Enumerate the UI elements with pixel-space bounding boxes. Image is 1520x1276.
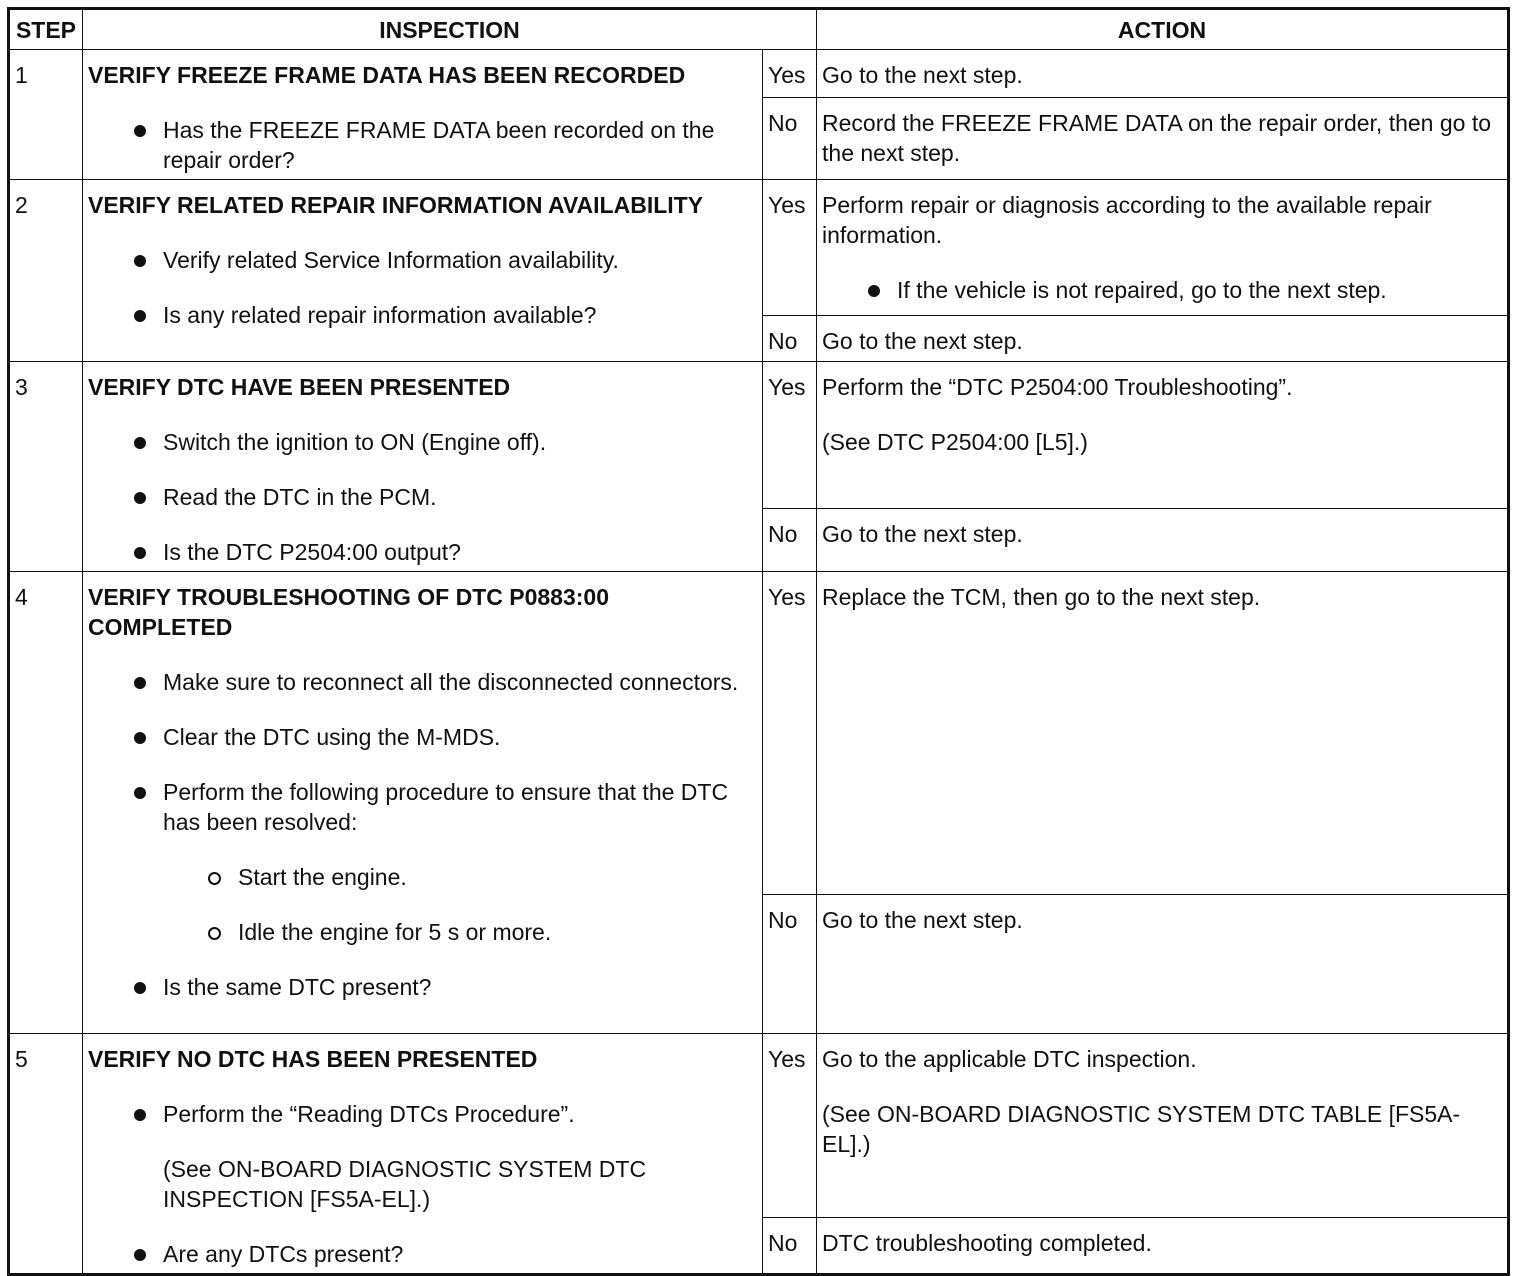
yes-label: Yes (763, 1034, 817, 1218)
inspection-bullet: Perform the “Reading DTCs Procedure”. (88, 1099, 757, 1129)
inspection-bullet: Switch the ignition to ON (Engine off). (88, 427, 757, 457)
yes-action: Go to the next step. (822, 62, 1023, 88)
yes-action-cell (817, 180, 1509, 316)
step-title: VERIFY NO DTC HAS BEEN PRESENTED (88, 1046, 538, 1072)
yes-label: Yes (763, 572, 817, 895)
step-5-yes-row (9, 1034, 1509, 1218)
yes-action-cell (817, 50, 1509, 98)
inspection-cell (83, 572, 763, 1034)
inspection-bullet: Are any DTCs present? (88, 1239, 757, 1269)
yes-action-cell (817, 572, 1509, 895)
no-action: Record the FREEZE FRAME DATA on the repair order, then go to the next step. (822, 109, 1492, 166)
inspection-note: (See ON-BOARD DIAGNOSTIC SYSTEM DTC INSPECTION [FS5A-EL].) (163, 1156, 647, 1212)
no-label: No (763, 1217, 817, 1274)
yes-action-cell (817, 1034, 1509, 1218)
step-number: 3 (9, 362, 83, 572)
yes-label: Yes (763, 180, 817, 316)
step-title: VERIFY DTC HAVE BEEN PRESENTED (88, 374, 511, 400)
yes-action: Replace the TCM, then go to the next step. (822, 584, 1261, 610)
action-bullet: If the vehicle is not repaired, go to the next step. (822, 275, 1502, 305)
step-number: 1 (9, 50, 83, 180)
inspection-bullet: Make sure to reconnect all the disconnected connectors. (88, 667, 757, 697)
step-2-yes-row (9, 180, 1509, 316)
step-title: VERIFY RELATED REPAIR INFORMATION AVAILABILITY (88, 192, 704, 218)
no-action-cell (817, 97, 1509, 179)
inspection-bullet: Has the FREEZE FRAME DATA been recorded on the repair order? (88, 115, 757, 175)
inspection-bullet: Read the DTC in the PCM. (88, 482, 757, 512)
no-action: Go to the next step. (822, 328, 1023, 354)
yes-label: Yes (763, 362, 817, 509)
inspection-bullet: Is any related repair information available? (88, 300, 757, 330)
action-note: (See ON-BOARD DIAGNOSTIC SYSTEM DTC TABLE [FS5A-EL].) (822, 1101, 1461, 1157)
yes-action: Perform repair or diagnosis according to the available repair information. (822, 192, 1432, 248)
inspection-cell (83, 180, 763, 362)
inspection-bullet: Clear the DTC using the M-MDS. (88, 722, 757, 752)
step-title: VERIFY FREEZE FRAME DATA HAS BEEN RECORDED (88, 62, 686, 88)
yes-action-cell (817, 362, 1509, 509)
yes-label: Yes (763, 50, 817, 98)
inspection-sub-bullet: Idle the engine for 5 s or more. (88, 917, 757, 947)
inspection-bullet: Is the DTC P2504:00 output? (88, 537, 757, 567)
diagnostic-procedure-table (7, 7, 1510, 1276)
step-title: VERIFY TROUBLESHOOTING OF DTC P0883:00 COMPLETED (88, 584, 610, 640)
inspection-bullet: Verify related Service Information availability. (88, 245, 757, 275)
no-action: Go to the next step. (822, 521, 1023, 548)
no-action-cell (817, 509, 1509, 572)
yes-action: Go to the applicable DTC inspection. (822, 1046, 1197, 1072)
no-action-cell (817, 895, 1509, 1034)
inspection-sub-bullet: Start the engine. (88, 862, 757, 892)
no-label: No (763, 895, 817, 1034)
action-note: (See DTC P2504:00 [L5].) (822, 429, 1088, 455)
step-column-header: STEP (9, 9, 83, 50)
no-action-cell (817, 1217, 1509, 1274)
inspection-cell (83, 362, 763, 572)
inspection-cell (83, 50, 763, 180)
no-label: No (763, 97, 817, 179)
inspection-cell (83, 1034, 763, 1275)
inspection-column-header: INSPECTION (83, 9, 817, 50)
table-header-row (9, 9, 1509, 50)
no-label: No (763, 316, 817, 362)
step-3-yes-row (9, 362, 1509, 509)
inspection-bullet: Is the same DTC present? (88, 972, 757, 1002)
step-number: 4 (9, 572, 83, 1034)
inspection-bullet: Perform the following procedure to ensure that the DTC has been resolved: (88, 777, 757, 837)
step-number: 2 (9, 180, 83, 362)
no-action: DTC troubleshooting completed. (822, 1229, 1152, 1256)
no-action-cell (817, 316, 1509, 362)
step-4-yes-row (9, 572, 1509, 895)
no-action: Go to the next step. (822, 907, 1023, 933)
no-label: No (763, 509, 817, 572)
yes-action: Perform the “DTC P2504:00 Troubleshooting”. (822, 374, 1293, 400)
step-1-yes-row (9, 50, 1509, 98)
action-column-header: ACTION (817, 9, 1509, 50)
step-number: 5 (9, 1034, 83, 1275)
